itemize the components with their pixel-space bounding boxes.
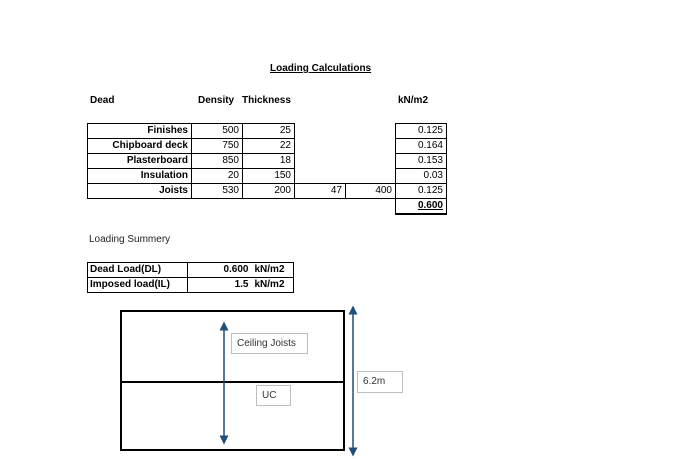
row-thickness: 25	[243, 124, 295, 139]
header-dead: Dead	[90, 95, 115, 106]
row-thickness: 150	[243, 169, 295, 184]
header-thickness: Thickness	[242, 95, 291, 106]
imposed-load-value: 1.5	[188, 278, 252, 293]
imposed-load-unit: kN/m2	[252, 278, 294, 293]
loading-summary-label: Loading Summery	[89, 234, 171, 245]
uc-label: UC	[256, 385, 291, 406]
row-density: 850	[192, 154, 243, 169]
row-density: 20	[192, 169, 243, 184]
ceiling-joists-label: Ceiling Joists	[231, 333, 308, 354]
dead-load-label: Dead Load(DL)	[88, 263, 188, 278]
row-name: Joists	[88, 184, 192, 199]
row-density: 500	[192, 124, 243, 139]
row-thickness: 22	[243, 139, 295, 154]
row-thickness: 18	[243, 154, 295, 169]
row-density: 530	[192, 184, 243, 199]
row-value: 0.125	[396, 184, 447, 199]
dead-load-value: 0.600	[188, 263, 252, 278]
row-value: 0.03	[396, 169, 447, 184]
dead-load-unit: kN/m2	[252, 263, 294, 278]
row-name: Chipboard deck	[88, 139, 192, 154]
dead-load-total: 0.600	[396, 199, 447, 215]
row-name: Finishes	[88, 124, 192, 139]
span-length-label: 6.2m	[357, 371, 403, 393]
header-density: Density	[198, 95, 235, 106]
row-name: Insulation	[88, 169, 192, 184]
row-thickness: 200	[243, 184, 295, 199]
row-density: 750	[192, 139, 243, 154]
row-extra-a: 47	[295, 184, 346, 199]
row-value: 0.125	[396, 124, 447, 139]
page-title: Loading Calculations	[270, 63, 372, 74]
row-extra-b: 400	[346, 184, 396, 199]
row-name: Plasterboard	[88, 154, 192, 169]
row-value: 0.153	[396, 154, 447, 169]
row-value: 0.164	[396, 139, 447, 154]
header-unit: kN/m2	[398, 95, 429, 106]
imposed-load-label: Imposed load(IL)	[88, 278, 188, 293]
